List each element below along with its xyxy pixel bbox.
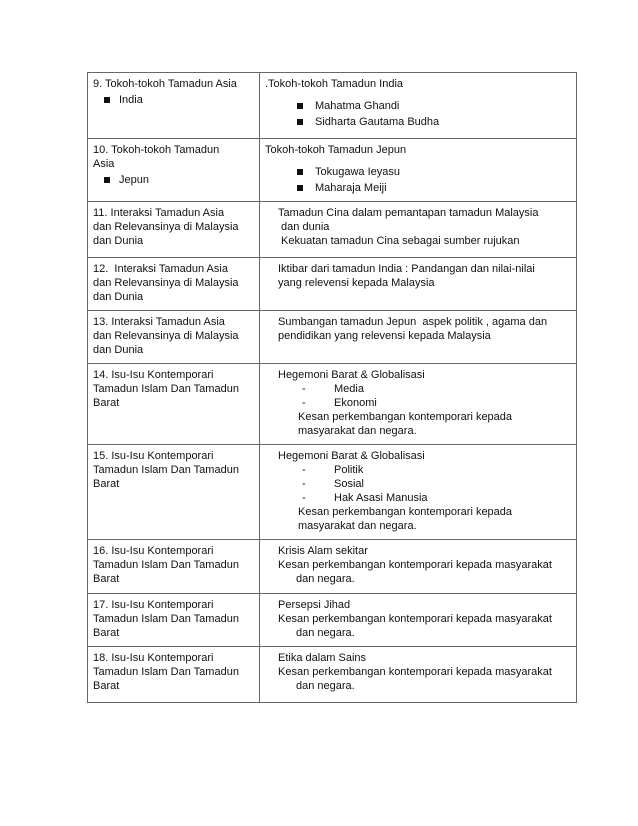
topic-cell: 14. Isu-Isu Kontemporari Tamadun Islam Dan Tamadun Barat (88, 364, 260, 445)
content-cell (260, 73, 577, 139)
content-cell: Hegemoni Barat & Globalisasi - Politik - Sosial - Hak Asasi Manusia Kesan perkembangan kontemporari kepada masyarakat dan negara. (260, 445, 577, 540)
list-item: Tokugawa Ieyasu (265, 165, 571, 179)
content-cell: Krisis Alam sekitar Kesan perkembangan kontemporari kepada masyarakat dan negara. (260, 540, 577, 594)
bullet-icon (297, 169, 303, 175)
content-cell: Iktibar dari tamadun India : Pandangan dan nilai-nilai yang relevensi kepada Malaysia (260, 258, 577, 311)
bullet-icon (297, 119, 303, 125)
content-cell: Sumbangan tamadun Jepun aspek politik , agama dan pendidikan yang relevensi kepada Malaysia (260, 311, 577, 364)
topic-cell: 16. Isu-Isu Kontemporari Tamadun Islam Dan Tamadun Barat (88, 540, 260, 594)
table-row (88, 540, 577, 594)
list-item: - Sosial (302, 478, 364, 490)
topic-cell: 12. Interaksi Tamadun Asia dan Relevansinya di Malaysia dan Dunia (88, 258, 260, 311)
topic-cell: 18. Isu-Isu Kontemporari Tamadun Islam Dan Tamadun Barat (88, 647, 260, 703)
topic-cell: 10. Tokoh-tokoh Tamadun Asia Jepun (88, 139, 260, 202)
list-item: - Hak Asasi Manusia (302, 492, 428, 504)
bullet-icon (104, 177, 110, 183)
list-item: - Ekonomi (302, 397, 377, 409)
list-item: Maharaja Meiji (265, 181, 571, 195)
list-item: Sidharta Gautama Budha (265, 115, 571, 129)
content-cell: Persepsi Jihad Kesan perkembangan kontemporari kepada masyarakat dan negara. (260, 594, 577, 647)
topic-cell: 11. Interaksi Tamadun Asia dan Relevansinya di Malaysia dan Dunia (88, 202, 260, 258)
table-row (88, 364, 577, 445)
list-item: - Politik (302, 464, 364, 476)
topic-title: 9. Tokoh-tokoh Tamadun Asia (93, 78, 237, 90)
table-row (88, 139, 577, 202)
topic-cell: 17. Isu-Isu Kontemporari Tamadun Islam Dan Tamadun Barat (88, 594, 260, 647)
table-row (88, 258, 577, 311)
list-item: Mahatma Ghandi (265, 99, 571, 113)
topic-cell: 15. Isu-Isu Kontemporari Tamadun Islam Dan Tamadun Barat (88, 445, 260, 540)
list-item: Jepun (93, 173, 254, 187)
table-row (88, 73, 577, 139)
content-cell: Tamadun Cina dalam pemantapan tamadun Malaysia dan dunia Kekuatan tamadun Cina sebagai sumber rujukan (260, 202, 577, 258)
topic-table (87, 72, 577, 703)
content-title: .Tokoh-tokoh Tamadun India (265, 78, 403, 90)
table-row (88, 311, 577, 364)
table-row (88, 647, 577, 703)
bullet-icon (297, 185, 303, 191)
bullet-icon (297, 103, 303, 109)
content-cell: Hegemoni Barat & Globalisasi - Media - Ekonomi Kesan perkembangan kontemporari kepada masyarakat dan negara. (260, 364, 577, 445)
content-cell (260, 139, 577, 202)
table-row (88, 445, 577, 540)
bullet-icon (104, 97, 110, 103)
list-item: India (93, 93, 254, 107)
topic-cell: 13. Interaksi Tamadun Asia dan Relevansinya di Malaysia dan Dunia (88, 311, 260, 364)
table-row (88, 594, 577, 647)
topic-cell (88, 73, 260, 139)
list-item: - Media (302, 383, 364, 395)
content-title: Tokoh-tokoh Tamadun Jepun (265, 144, 407, 156)
content-cell: Etika dalam Sains Kesan perkembangan kontemporari kepada masyarakat dan negara. (260, 647, 577, 703)
table-row (88, 202, 577, 258)
